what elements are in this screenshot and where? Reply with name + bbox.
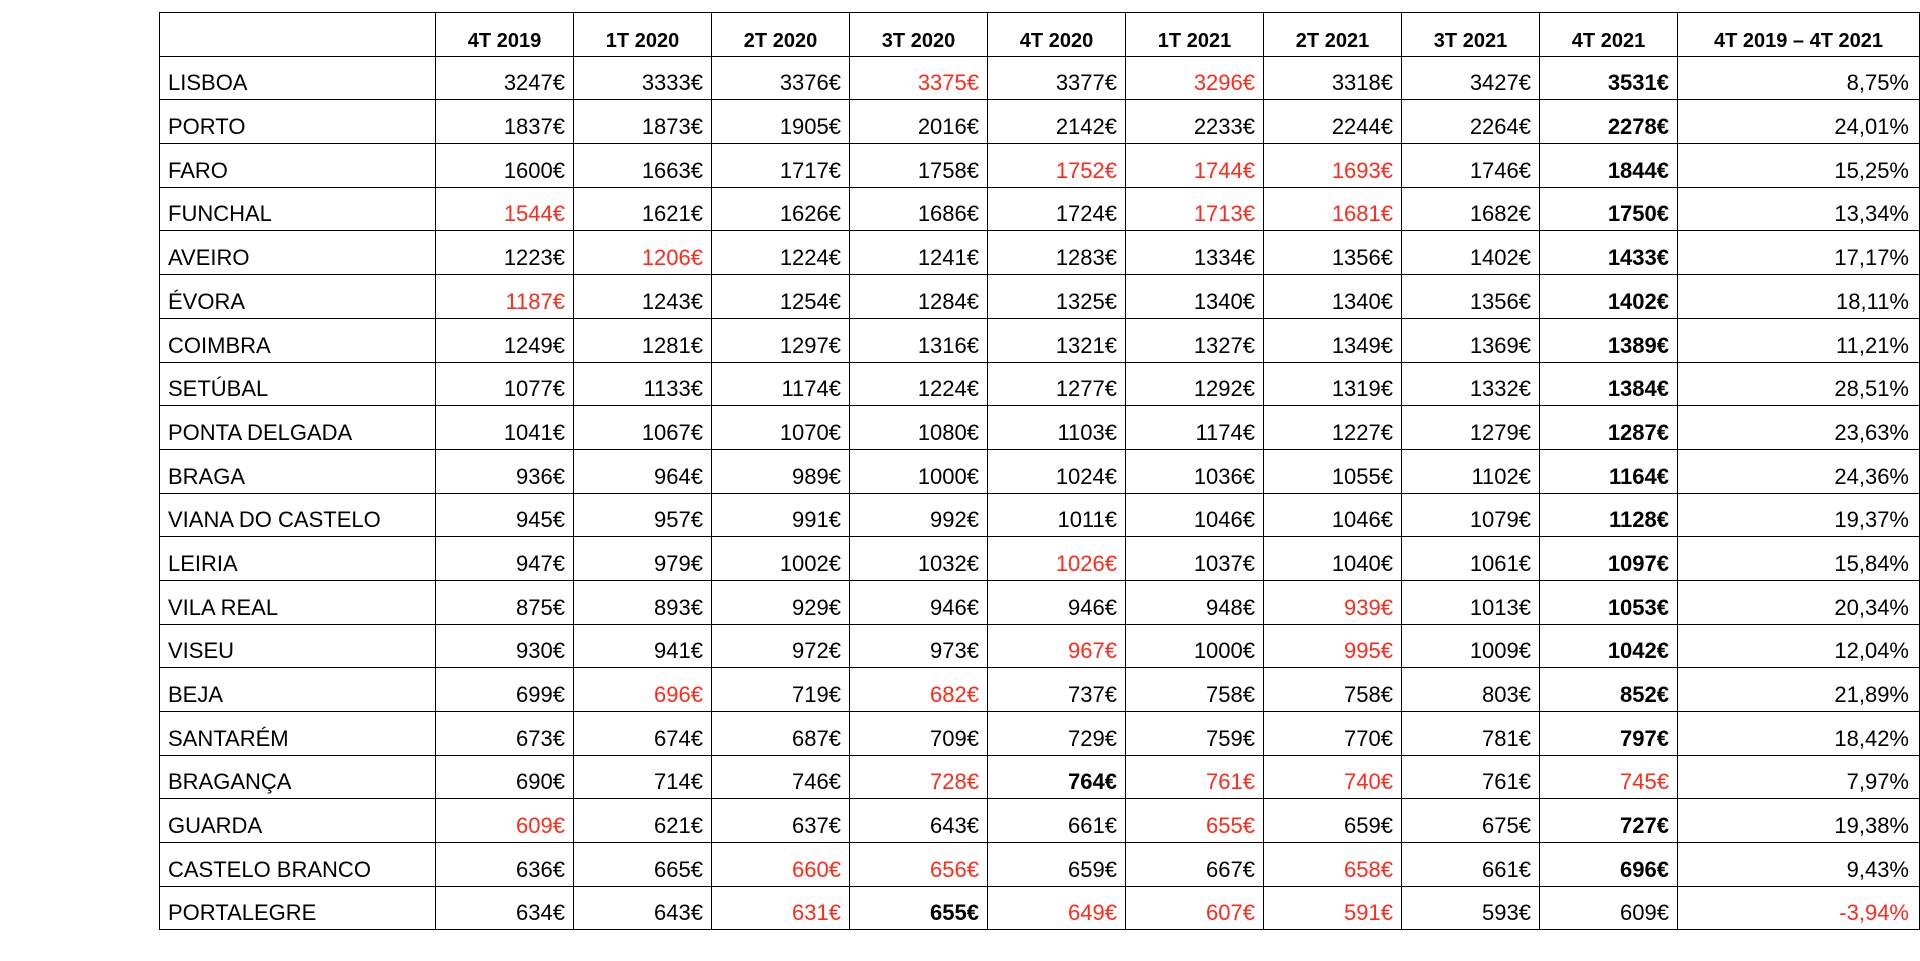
rent-value-cell: 2016€ [850, 100, 988, 144]
rent-value-cell: 929€ [712, 580, 850, 624]
rent-value-cell: 1349€ [1264, 318, 1402, 362]
rent-value-cell: 1332€ [1402, 362, 1540, 406]
rent-value-cell: 1249€ [436, 318, 574, 362]
rent-value-cell: 1402€ [1402, 231, 1540, 275]
header-quarter-column: 3T 2020 [850, 13, 988, 57]
rent-value-cell: 661€ [1402, 843, 1540, 887]
rent-value-cell: 1626€ [712, 187, 850, 231]
rent-value-cell: 3333€ [574, 56, 712, 100]
rent-value-cell: 1053€ [1540, 580, 1678, 624]
change-percent-cell: 19,37% [1678, 493, 1920, 537]
rent-value-cell: 1686€ [850, 187, 988, 231]
city-name-cell: FUNCHAL [160, 187, 436, 231]
city-name-cell: COIMBRA [160, 318, 436, 362]
rent-value-cell: 1844€ [1540, 144, 1678, 188]
table-row [160, 712, 1920, 756]
change-percent-cell: 21,89% [1678, 668, 1920, 712]
change-percent-cell: 12,04% [1678, 624, 1920, 668]
rent-value-cell: 729€ [988, 712, 1126, 756]
change-percent-cell: 7,97% [1678, 755, 1920, 799]
change-percent-cell: 23,63% [1678, 406, 1920, 450]
rent-value-cell: 1040€ [1264, 537, 1402, 581]
rent-value-cell: 947€ [436, 537, 574, 581]
rent-value-cell: 1187€ [436, 275, 574, 319]
rent-value-cell: 1013€ [1402, 580, 1540, 624]
city-name-cell: BRAGA [160, 449, 436, 493]
rent-value-cell: 1041€ [436, 406, 574, 450]
rent-value-cell: 759€ [1126, 712, 1264, 756]
rent-value-cell: 1297€ [712, 318, 850, 362]
rent-value-cell: 1544€ [436, 187, 574, 231]
city-name-cell: BEJA [160, 668, 436, 712]
rent-value-cell: 667€ [1126, 843, 1264, 887]
rent-value-cell: 1174€ [712, 362, 850, 406]
rent-value-cell: 946€ [850, 580, 988, 624]
city-name-cell: LISBOA [160, 56, 436, 100]
rent-value-cell: 989€ [712, 449, 850, 493]
header-quarter-column: 2T 2021 [1264, 13, 1402, 57]
rent-value-cell: 609€ [436, 799, 574, 843]
rent-value-cell: 1133€ [574, 362, 712, 406]
rent-value-cell: 1287€ [1540, 406, 1678, 450]
city-name-cell: CASTELO BRANCO [160, 843, 436, 887]
rent-value-cell: 1356€ [1264, 231, 1402, 275]
rent-value-cell: 758€ [1264, 668, 1402, 712]
rent-value-cell: 1277€ [988, 362, 1126, 406]
table-row [160, 100, 1920, 144]
rent-table [159, 12, 1920, 930]
rent-value-cell: 655€ [850, 886, 988, 930]
table-row [160, 144, 1920, 188]
change-percent-cell: 13,34% [1678, 187, 1920, 231]
rent-value-cell: 745€ [1540, 755, 1678, 799]
rent-value-cell: 1713€ [1126, 187, 1264, 231]
rent-value-cell: 746€ [712, 755, 850, 799]
rent-value-cell: 634€ [436, 886, 574, 930]
change-percent-cell: 11,21% [1678, 318, 1920, 362]
rent-value-cell: 1036€ [1126, 449, 1264, 493]
city-name-cell: LEIRIA [160, 537, 436, 581]
rent-value-cell: 740€ [1264, 755, 1402, 799]
rent-value-cell: 992€ [850, 493, 988, 537]
rent-value-cell: 1046€ [1264, 493, 1402, 537]
rent-value-cell: 3247€ [436, 56, 574, 100]
rent-value-cell: 1254€ [712, 275, 850, 319]
rent-value-cell: 1316€ [850, 318, 988, 362]
change-percent-cell: 19,38% [1678, 799, 1920, 843]
rent-value-cell: 1384€ [1540, 362, 1678, 406]
rent-value-cell: 1097€ [1540, 537, 1678, 581]
rent-value-cell: 936€ [436, 449, 574, 493]
rent-value-cell: 972€ [712, 624, 850, 668]
rent-value-cell: 1905€ [712, 100, 850, 144]
table-row [160, 275, 1920, 319]
rent-value-cell: 1009€ [1402, 624, 1540, 668]
rent-value-cell: 636€ [436, 843, 574, 887]
rent-value-cell: 1241€ [850, 231, 988, 275]
table-row [160, 493, 1920, 537]
rent-value-cell: 797€ [1540, 712, 1678, 756]
rent-value-cell: 1744€ [1126, 144, 1264, 188]
change-percent-cell: 8,75% [1678, 56, 1920, 100]
rent-value-cell: 1026€ [988, 537, 1126, 581]
rent-value-cell: 655€ [1126, 799, 1264, 843]
rent-value-cell: 1433€ [1540, 231, 1678, 275]
rent-value-cell: 593€ [1402, 886, 1540, 930]
rent-value-cell: 643€ [850, 799, 988, 843]
rent-value-cell: 946€ [988, 580, 1126, 624]
rent-value-cell: 1279€ [1402, 406, 1540, 450]
rent-value-cell: 631€ [712, 886, 850, 930]
rent-value-cell: 1724€ [988, 187, 1126, 231]
rent-value-cell: 1334€ [1126, 231, 1264, 275]
rent-value-cell: 696€ [574, 668, 712, 712]
change-percent-cell: 15,84% [1678, 537, 1920, 581]
rent-value-cell: 1746€ [1402, 144, 1540, 188]
rent-value-cell: 658€ [1264, 843, 1402, 887]
rent-value-cell: 719€ [712, 668, 850, 712]
rent-value-cell: 696€ [1540, 843, 1678, 887]
rent-value-cell: 675€ [1402, 799, 1540, 843]
rent-value-cell: 699€ [436, 668, 574, 712]
table-row [160, 580, 1920, 624]
rent-value-cell: 964€ [574, 449, 712, 493]
rent-value-cell: 1061€ [1402, 537, 1540, 581]
rent-value-cell: 803€ [1402, 668, 1540, 712]
rent-value-cell: 1389€ [1540, 318, 1678, 362]
rent-value-cell: 1681€ [1264, 187, 1402, 231]
rent-value-cell: 661€ [988, 799, 1126, 843]
change-percent-cell: 28,51% [1678, 362, 1920, 406]
rent-value-cell: 1000€ [1126, 624, 1264, 668]
rent-value-cell: 1223€ [436, 231, 574, 275]
rent-value-cell: 637€ [712, 799, 850, 843]
rent-value-cell: 1002€ [712, 537, 850, 581]
rent-value-cell: 609€ [1540, 886, 1678, 930]
rent-value-cell: 1340€ [1126, 275, 1264, 319]
rent-value-cell: 764€ [988, 755, 1126, 799]
table-row [160, 187, 1920, 231]
header-quarter-column: 4T 2019 [436, 13, 574, 57]
rent-value-cell: 727€ [1540, 799, 1678, 843]
rent-value-cell: 1000€ [850, 449, 988, 493]
city-name-cell: VIANA DO CASTELO [160, 493, 436, 537]
rent-value-cell: 1369€ [1402, 318, 1540, 362]
rent-value-cell: 3377€ [988, 56, 1126, 100]
rent-value-cell: 1055€ [1264, 449, 1402, 493]
rent-value-cell: 939€ [1264, 580, 1402, 624]
city-name-cell: PORTO [160, 100, 436, 144]
table-row [160, 843, 1920, 887]
rent-value-cell: 1663€ [574, 144, 712, 188]
city-name-cell: BRAGANÇA [160, 755, 436, 799]
rent-value-cell: 714€ [574, 755, 712, 799]
rent-value-cell: 948€ [1126, 580, 1264, 624]
header-quarter-column: 1T 2021 [1126, 13, 1264, 57]
rent-value-cell: 1224€ [712, 231, 850, 275]
rent-value-cell: 690€ [436, 755, 574, 799]
change-percent-cell: 20,34% [1678, 580, 1920, 624]
rent-value-cell: 991€ [712, 493, 850, 537]
change-percent-cell: 17,17% [1678, 231, 1920, 275]
rent-value-cell: 682€ [850, 668, 988, 712]
change-percent-cell: 24,01% [1678, 100, 1920, 144]
rent-value-cell: 781€ [1402, 712, 1540, 756]
rent-value-cell: 607€ [1126, 886, 1264, 930]
rent-value-cell: 1837€ [436, 100, 574, 144]
rent-value-cell: 673€ [436, 712, 574, 756]
rent-value-cell: 1227€ [1264, 406, 1402, 450]
rent-value-cell: 1046€ [1126, 493, 1264, 537]
rent-value-cell: 1164€ [1540, 449, 1678, 493]
header-quarter-column: 4T 2021 [1540, 13, 1678, 57]
rent-value-cell: 1325€ [988, 275, 1126, 319]
city-name-cell: VISEU [160, 624, 436, 668]
rent-value-cell: 1281€ [574, 318, 712, 362]
rent-value-cell: 761€ [1126, 755, 1264, 799]
change-percent-cell: -3,94% [1678, 886, 1920, 930]
rent-value-cell: 2278€ [1540, 100, 1678, 144]
table-row [160, 406, 1920, 450]
rent-value-cell: 1067€ [574, 406, 712, 450]
change-percent-cell: 18,42% [1678, 712, 1920, 756]
rent-value-cell: 1024€ [988, 449, 1126, 493]
rent-value-cell: 1693€ [1264, 144, 1402, 188]
rent-value-cell: 1327€ [1126, 318, 1264, 362]
rent-value-cell: 1174€ [1126, 406, 1264, 450]
rent-value-cell: 643€ [574, 886, 712, 930]
rent-value-cell: 3375€ [850, 56, 988, 100]
rent-value-cell: 1873€ [574, 100, 712, 144]
city-name-cell: FARO [160, 144, 436, 188]
change-percent-cell: 9,43% [1678, 843, 1920, 887]
rent-value-cell: 1758€ [850, 144, 988, 188]
header-quarter-column: 3T 2021 [1402, 13, 1540, 57]
table-row [160, 231, 1920, 275]
city-name-cell: ÉVORA [160, 275, 436, 319]
change-percent-cell: 24,36% [1678, 449, 1920, 493]
city-name-cell: AVEIRO [160, 231, 436, 275]
city-name-cell: PONTA DELGADA [160, 406, 436, 450]
rent-value-cell: 3531€ [1540, 56, 1678, 100]
rent-value-cell: 2142€ [988, 100, 1126, 144]
rent-value-cell: 1340€ [1264, 275, 1402, 319]
header-quarter-column: 4T 2020 [988, 13, 1126, 57]
rent-value-cell: 659€ [1264, 799, 1402, 843]
change-percent-cell: 15,25% [1678, 144, 1920, 188]
rent-value-cell: 3296€ [1126, 56, 1264, 100]
rent-value-cell: 1600€ [436, 144, 574, 188]
rent-value-cell: 1356€ [1402, 275, 1540, 319]
rent-value-cell: 973€ [850, 624, 988, 668]
rent-value-cell: 660€ [712, 843, 850, 887]
rent-value-cell: 649€ [988, 886, 1126, 930]
rent-value-cell: 941€ [574, 624, 712, 668]
table-body [160, 56, 1920, 930]
rent-value-cell: 1284€ [850, 275, 988, 319]
rent-value-cell: 1206€ [574, 231, 712, 275]
rent-value-cell: 852€ [1540, 668, 1678, 712]
rent-value-cell: 1070€ [712, 406, 850, 450]
table-row [160, 668, 1920, 712]
table-row [160, 537, 1920, 581]
rent-value-cell: 591€ [1264, 886, 1402, 930]
rent-value-cell: 758€ [1126, 668, 1264, 712]
rent-value-cell: 1319€ [1264, 362, 1402, 406]
rent-value-cell: 2244€ [1264, 100, 1402, 144]
rent-value-cell: 1752€ [988, 144, 1126, 188]
rent-value-cell: 687€ [712, 712, 850, 756]
city-name-cell: SANTARÉM [160, 712, 436, 756]
rent-value-cell: 665€ [574, 843, 712, 887]
rent-value-cell: 621€ [574, 799, 712, 843]
table-row [160, 799, 1920, 843]
rent-value-cell: 1077€ [436, 362, 574, 406]
city-name-cell: PORTALEGRE [160, 886, 436, 930]
rent-value-cell: 1243€ [574, 275, 712, 319]
rent-value-cell: 1717€ [712, 144, 850, 188]
rent-value-cell: 1011€ [988, 493, 1126, 537]
rent-value-cell: 1292€ [1126, 362, 1264, 406]
table-row [160, 449, 1920, 493]
rent-value-cell: 945€ [436, 493, 574, 537]
city-name-cell: VILA REAL [160, 580, 436, 624]
rent-value-cell: 1682€ [1402, 187, 1540, 231]
rent-value-cell: 3376€ [712, 56, 850, 100]
rent-value-cell: 2233€ [1126, 100, 1264, 144]
rent-value-cell: 979€ [574, 537, 712, 581]
rent-value-cell: 995€ [1264, 624, 1402, 668]
rent-value-cell: 709€ [850, 712, 988, 756]
rent-value-cell: 659€ [988, 843, 1126, 887]
header-corner-cell [160, 13, 436, 57]
table-row [160, 886, 1920, 930]
rent-value-cell: 1402€ [1540, 275, 1678, 319]
rent-value-cell: 1321€ [988, 318, 1126, 362]
header-change-column: 4T 2019 – 4T 2021 [1678, 13, 1920, 57]
rent-value-cell: 893€ [574, 580, 712, 624]
table-row [160, 362, 1920, 406]
rent-value-cell: 930€ [436, 624, 574, 668]
rent-value-cell: 3427€ [1402, 56, 1540, 100]
city-name-cell: GUARDA [160, 799, 436, 843]
rent-value-cell: 875€ [436, 580, 574, 624]
change-percent-cell: 18,11% [1678, 275, 1920, 319]
city-name-cell: SETÚBAL [160, 362, 436, 406]
rent-value-cell: 656€ [850, 843, 988, 887]
rent-value-cell: 728€ [850, 755, 988, 799]
rent-value-cell: 957€ [574, 493, 712, 537]
rent-value-cell: 1621€ [574, 187, 712, 231]
table-row [160, 56, 1920, 100]
table-row [160, 755, 1920, 799]
rent-value-cell: 2264€ [1402, 100, 1540, 144]
header-quarter-column: 2T 2020 [712, 13, 850, 57]
table-row [160, 318, 1920, 362]
rent-value-cell: 1080€ [850, 406, 988, 450]
rent-value-cell: 3318€ [1264, 56, 1402, 100]
rent-value-cell: 1032€ [850, 537, 988, 581]
rent-value-cell: 1224€ [850, 362, 988, 406]
rent-value-cell: 761€ [1402, 755, 1540, 799]
rent-value-cell: 1102€ [1402, 449, 1540, 493]
header-quarter-column: 1T 2020 [574, 13, 712, 57]
rent-value-cell: 770€ [1264, 712, 1402, 756]
rent-value-cell: 1042€ [1540, 624, 1678, 668]
rent-table-container [159, 12, 1919, 930]
rent-value-cell: 1128€ [1540, 493, 1678, 537]
rent-value-cell: 1079€ [1402, 493, 1540, 537]
rent-value-cell: 737€ [988, 668, 1126, 712]
rent-value-cell: 967€ [988, 624, 1126, 668]
rent-value-cell: 1750€ [1540, 187, 1678, 231]
rent-value-cell: 674€ [574, 712, 712, 756]
rent-value-cell: 1103€ [988, 406, 1126, 450]
rent-value-cell: 1037€ [1126, 537, 1264, 581]
table-row [160, 624, 1920, 668]
rent-value-cell: 1283€ [988, 231, 1126, 275]
header-row [160, 13, 1920, 57]
